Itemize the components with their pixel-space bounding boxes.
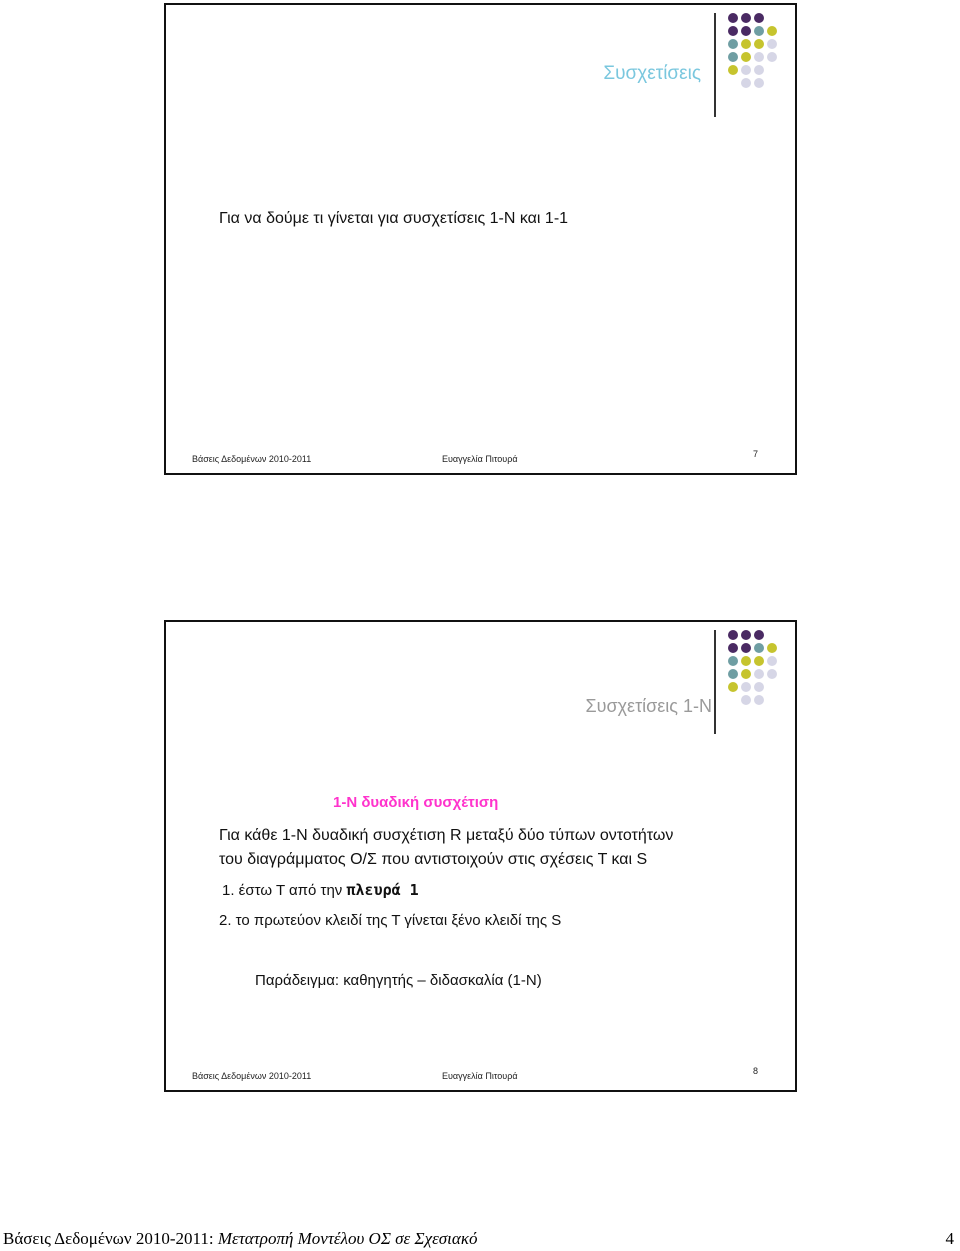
decorative-dot (767, 52, 777, 62)
decorative-dot (741, 682, 751, 692)
decorative-dot (754, 78, 764, 88)
slide-8 (164, 620, 797, 1092)
slide-title: Συσχετίσεις (603, 63, 701, 84)
decorative-dot (754, 65, 764, 75)
page-number: 4 (945, 1229, 954, 1248)
slide-heading: 1-Ν δυαδική συσχέτιση (333, 794, 499, 811)
decorative-dot (728, 682, 738, 692)
decorative-dot (741, 669, 751, 679)
decorative-dot (741, 695, 751, 705)
decorative-dot (754, 643, 764, 653)
footer-course: Βάσεις Δεδομένων 2010-2011 (192, 1071, 312, 1081)
decorative-dot (767, 643, 777, 653)
list-item-1 (222, 881, 419, 899)
list-item-2: 2. το πρωτεύον κλειδί της Τ γίνεται ξένο κλειδί της S (219, 912, 562, 929)
decorative-dot (728, 643, 738, 653)
decorative-dot (741, 630, 751, 640)
body-line-1: Για κάθε 1-Ν δυαδική συσχέτιση R μεταξύ δύο τύπων οντοτήτων (219, 827, 674, 844)
decorative-dot (741, 65, 751, 75)
decorative-dot (754, 656, 764, 666)
decorative-dot (741, 78, 751, 88)
decorative-dot (728, 669, 738, 679)
decorative-dot (728, 656, 738, 666)
decorative-dot (741, 643, 751, 653)
decorative-dot (741, 39, 751, 49)
title-divider (714, 13, 716, 117)
decorative-dot (728, 26, 738, 36)
decorative-dot (728, 39, 738, 49)
decorative-dot (754, 630, 764, 640)
decorative-dot (741, 26, 751, 36)
decorative-dot (741, 13, 751, 23)
slide-number: 8 (753, 1066, 759, 1076)
page-footer-chapter: Μετατροπή Μοντέλου ΟΣ σε Σχεσιακό (217, 1229, 478, 1248)
body-line-2: του διαγράμματος Ο/Σ που αντιστοιχούν στις σχέσεις Τ και S (219, 851, 648, 868)
slide-number: 7 (753, 449, 759, 459)
decorative-dot (754, 13, 764, 23)
decorative-dot (728, 52, 738, 62)
decorative-dot (754, 669, 764, 679)
decorative-dot (754, 26, 764, 36)
decorative-dot (767, 26, 777, 36)
decorative-dot (728, 65, 738, 75)
decorative-dot (754, 52, 764, 62)
decorative-dot (754, 39, 764, 49)
footer-author: Ευαγγελία Πιτουρά (442, 1071, 518, 1081)
title-divider (714, 630, 716, 734)
decorative-dot (767, 39, 777, 49)
list-item-1-text: 1. έστω Τ από την (222, 882, 347, 899)
decorative-dot (741, 656, 751, 666)
decorative-dot (767, 656, 777, 666)
example-text: Παράδειγμα: καθηγητής – διδασκαλία (1-Ν) (255, 972, 542, 989)
footer-course: Βάσεις Δεδομένων 2010-2011 (192, 454, 312, 464)
decorative-dot (754, 695, 764, 705)
page-footer-course: Βάσεις Δεδομένων 2010-2011: (3, 1229, 218, 1248)
slide-title: Συσχετίσεις 1-Ν (585, 696, 712, 716)
slide-7 (164, 3, 797, 475)
slide-body-text: Για να δούμε τι γίνεται για συσχετίσεις 1-Ν και 1-1 (219, 210, 569, 227)
footer-author: Ευαγγελία Πιτουρά (442, 454, 518, 464)
list-item-1-bold: πλευρά 1 (346, 881, 419, 899)
page-footer (3, 1229, 477, 1249)
decorative-dot (754, 682, 764, 692)
decorative-dot (767, 669, 777, 679)
decorative-dot (728, 13, 738, 23)
decorative-dot (741, 52, 751, 62)
decorative-dot (728, 630, 738, 640)
